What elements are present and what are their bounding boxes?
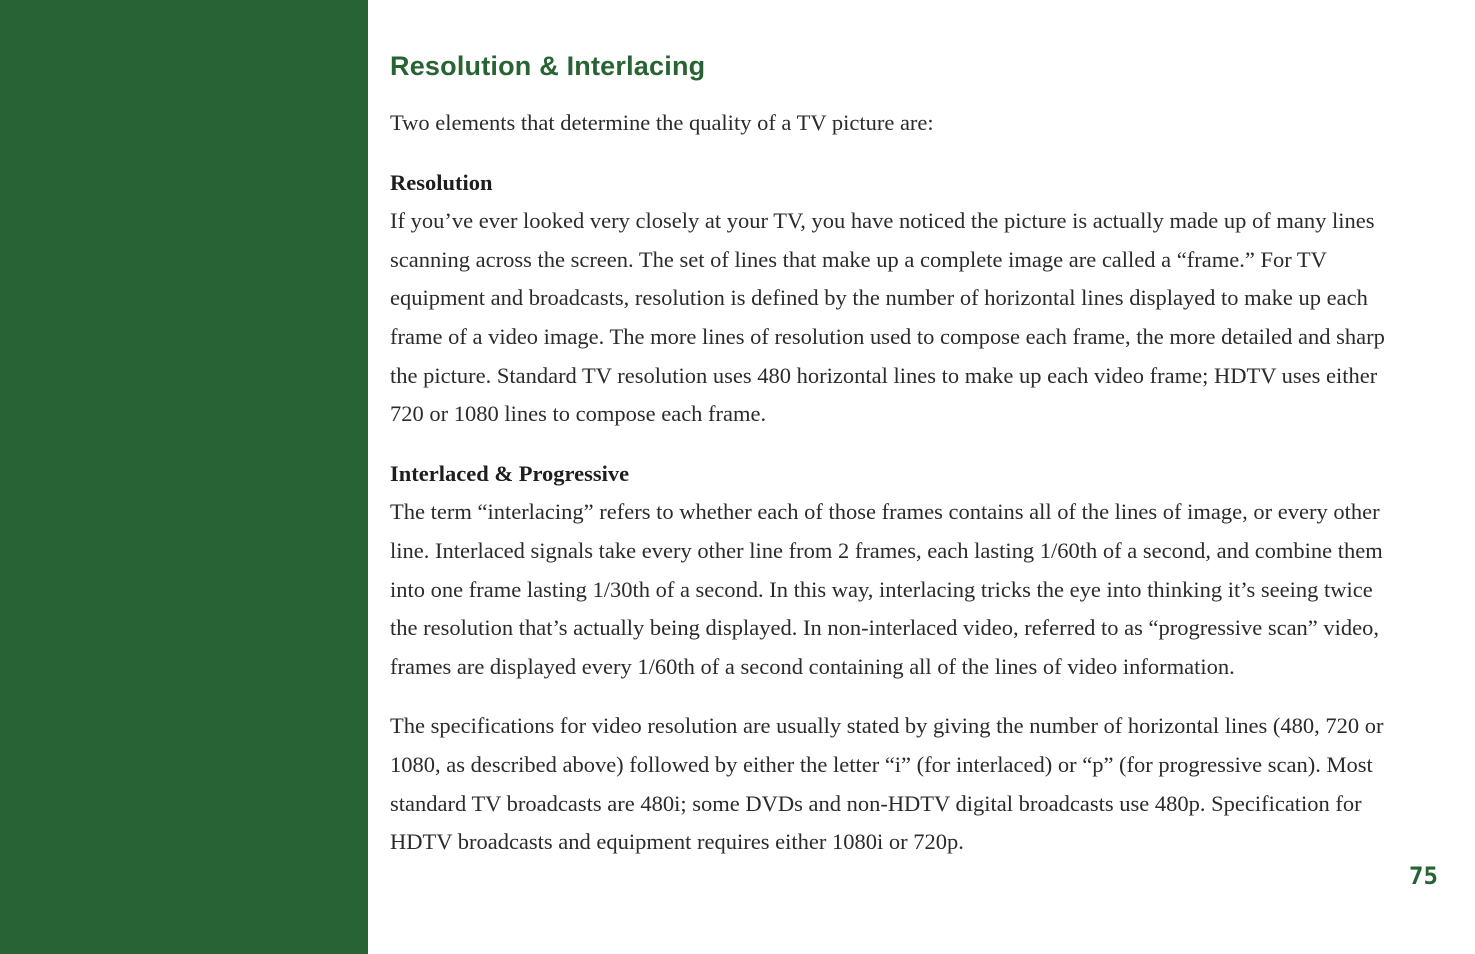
- intro-paragraph: Two elements that determine the quality of a TV picture are:: [390, 110, 934, 135]
- section-heading-interlaced: Interlaced & Progressive: [390, 460, 630, 486]
- article-content: [390, 48, 1395, 862]
- green-sidebar: [0, 0, 368, 954]
- section-heading-resolution: Resolution: [390, 169, 493, 195]
- section-body-interlaced: The term “interlacing” refers to whether each of those frames contains all of the lines of image, or every other line. Interlaced signals take every other line from 2 frames, each lasting 1/60th of a second, and combine them into one frame lasting 1/30th of a second. In this way, interlacing tricks the eye into thinking it’s seeing twice the resolution that’s actually being displayed. In non-interlaced video, referred to as “progressive scan” video, frames are displayed every 1/60th of a second containing all of the lines of video information.: [390, 499, 1383, 679]
- page-title: Resolution & Interlacing: [390, 51, 706, 81]
- closing-paragraph: The specifications for video resolution are usually stated by giving the number of horizontal lines (480, 720 or 1080, as described above) followed by either the letter “i” (for interlaced) or “p” (for progressive scan). Most standard TV broadcasts are 480i; some DVDs and non-HDTV digital broadcasts use 480p. Specification for HDTV broadcasts and equipment requires either 1080i or 720p.: [390, 713, 1384, 855]
- page-number: 75: [1409, 862, 1438, 890]
- section-resolution: [390, 164, 1395, 434]
- section-body-resolution: If you’ve ever looked very closely at your TV, you have noticed the picture is actually made up of many lines scanning across the screen. The set of lines that make up a complete image are called a “frame.” For TV equipment and broadcasts, resolution is defined by the number of horizontal lines displayed to make up each frame of a video image. The more lines of resolution used to compose each frame, the more detailed and sharp the picture. Standard TV resolution uses 480 horizontal lines to make up each video frame; HDTV uses either 720 or 1080 lines to compose each frame.: [390, 208, 1385, 427]
- section-interlaced-progressive: [390, 455, 1395, 687]
